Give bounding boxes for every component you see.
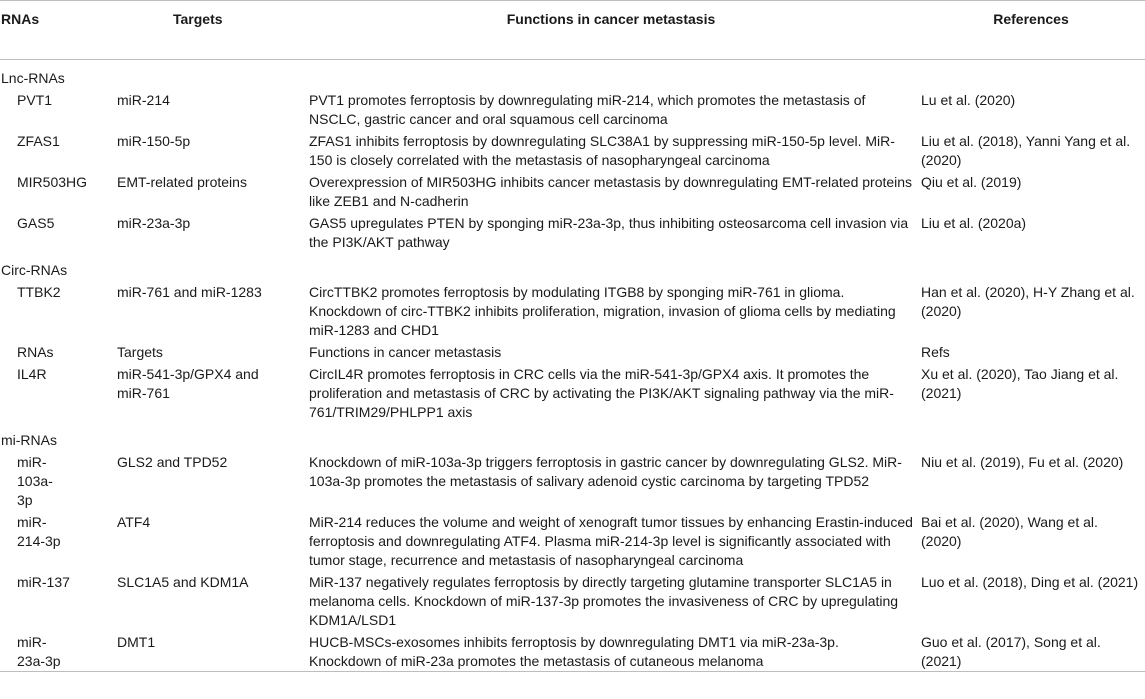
reference-cell: Luo et al. (2018), Ding et al. (2021) bbox=[921, 574, 1139, 590]
table-body bbox=[0, 60, 1145, 672]
group-label: Lnc-RNAs bbox=[1, 70, 65, 86]
target-cell: miR-214 bbox=[117, 92, 170, 108]
table-row bbox=[0, 362, 1145, 422]
reference-cell: Liu et al. (2018), Yanni Yang et al. (2020) bbox=[921, 133, 1131, 168]
reference-cell: Bai et al. (2020), Wang et al. (2020) bbox=[921, 514, 1098, 549]
target-cell: EMT-related proteins bbox=[117, 174, 247, 190]
rna-cell: PVT1 bbox=[17, 92, 53, 108]
group-row bbox=[0, 252, 1145, 280]
function-cell: Overexpression of MIR503HG inhibits cancer metastasis by downregulating EMT-related proteins like ZEB1 and N-cadherin bbox=[309, 174, 913, 209]
function-cell: ZFAS1 inhibits ferroptosis by downregulating SLC38A1 by suppressing miR-150-5p level. MiR-150 is closely correlated with the metastasis of nasopharyngeal carcinoma bbox=[309, 133, 895, 168]
rna-name: miR-23a-3p bbox=[17, 634, 61, 669]
reference-cell: Guo et al. (2017), Song et al. (2021) bbox=[921, 634, 1101, 669]
table-row bbox=[0, 340, 1145, 362]
target-cell: ATF4 bbox=[117, 514, 151, 530]
reference-cell: Liu et al. (2020a) bbox=[921, 215, 1027, 231]
function-cell: CircIL4R promotes ferroptosis in CRC cells via the miR-541-3p/GPX4 axis. It promotes the proliferation and metastasis of CRC by activating the PI3K/AKT signaling pathway via the miR-761/TRIM29/PHLPP1 axis bbox=[309, 366, 894, 420]
group-row bbox=[0, 422, 1145, 450]
table-row bbox=[0, 170, 1145, 211]
target-cell bbox=[113, 362, 305, 422]
table-row bbox=[0, 211, 1145, 252]
target-cell: SLC1A5 and KDM1A bbox=[117, 574, 249, 590]
header-targets: Targets bbox=[173, 11, 223, 27]
reference-cell: Refs bbox=[921, 344, 950, 360]
group-label: mi-RNAs bbox=[1, 432, 57, 448]
header-rnas: RNAs bbox=[1, 11, 40, 27]
rna-name: miR-214-3p bbox=[17, 514, 61, 549]
group-row bbox=[0, 60, 1145, 89]
table-row bbox=[0, 280, 1145, 340]
rna-cell: TTBK2 bbox=[17, 284, 61, 300]
rna-cell: RNAs bbox=[17, 344, 54, 360]
function-cell: MiR-214 reduces the volume and weight of xenograft tumor tissues by enhancing Erastin-induced ferroptosis and downregulating ATF4. Plasma miR-214-3p level is significantly associated with tumor stage, recurrence and metastasis of nasopharyngeal carcinoma bbox=[309, 514, 913, 568]
target-cell: miR-761 and miR-1283 bbox=[117, 284, 262, 300]
function-cell: Knockdown of miR-103a-3p triggers ferroptosis in gastric cancer by downregulating GLS2. MiR-103a-3p promotes the metastasis of salivary adenoid cystic carcinoma by targeting TPD52 bbox=[309, 454, 902, 489]
table-row bbox=[0, 129, 1145, 170]
table-row bbox=[0, 88, 1145, 129]
rna-name: miR-103a-3p bbox=[17, 454, 53, 508]
function-cell: Functions in cancer metastasis bbox=[309, 344, 502, 360]
rna-cell: ZFAS1 bbox=[17, 133, 60, 149]
function-cell: CircTTBK2 promotes ferroptosis by modulating ITGB8 by sponging miR-761 in glioma. Knockdown of circ-TTBK2 inhibits proliferation, migration, invasion of glioma cells by mediating miR-1283 and CHD1 bbox=[309, 284, 896, 338]
reference-cell: Xu et al. (2020), Tao Jiang et al. (2021) bbox=[921, 366, 1119, 401]
function-cell: PVT1 promotes ferroptosis by downregulating miR-214, which promotes the metastasis of NSCLC, gastric cancer and oral squamous cell carcinoma bbox=[309, 92, 866, 127]
rna-cell bbox=[0, 510, 113, 570]
header-row bbox=[0, 1, 1145, 60]
rna-cell: miR-137 bbox=[17, 574, 70, 590]
table-row bbox=[0, 570, 1145, 630]
reference-cell: Qiu et al. (2019) bbox=[921, 174, 1022, 190]
group-label: Circ-RNAs bbox=[1, 262, 68, 278]
rna-cell: IL4R bbox=[17, 366, 47, 382]
rna-cell bbox=[0, 450, 113, 510]
header-functions bbox=[305, 1, 917, 60]
target-cell: miR-23a-3p bbox=[117, 215, 191, 231]
target-cell: DMT1 bbox=[117, 634, 156, 650]
reference-cell: Lu et al. (2020) bbox=[921, 92, 1016, 108]
target-cell: GLS2 and TPD52 bbox=[117, 454, 228, 470]
table-row bbox=[0, 510, 1145, 570]
reference-cell: Han et al. (2020), H-Y Zhang et al. (2020) bbox=[921, 284, 1135, 319]
header-references: References bbox=[993, 11, 1069, 27]
rna-cell bbox=[0, 630, 113, 672]
table-row bbox=[0, 450, 1145, 510]
function-cell: MiR-137 negatively regulates ferroptosis by directly targeting glutamine transporter SLC1A5 in melanoma cells. Knockdown of miR-137-3p promotes the invasiveness of CRC by upregulating KDM1A/LSD1 bbox=[309, 574, 899, 628]
rna-cell: MIR503HG bbox=[17, 174, 88, 190]
function-cell: HUCB-MSCs-exosomes inhibits ferroptosis by downregulating DMT1 via miR-23a-3p. Knockdown of miR-23a promotes the metastasis of cutaneous melanoma bbox=[309, 634, 839, 669]
reference-cell: Niu et al. (2019), Fu et al. (2020) bbox=[921, 454, 1124, 470]
table-row bbox=[0, 630, 1145, 672]
header-functions-text: Functions in cancer metastasis bbox=[506, 11, 716, 27]
target-cell: Targets bbox=[117, 344, 163, 360]
function-cell: GAS5 upregulates PTEN by sponging miR-23a-3p, thus inhibiting osteosarcoma cell invasion via the PI3K/AKT pathway bbox=[309, 215, 909, 250]
target-name: miR-541-3p/GPX4 and miR-761 bbox=[117, 366, 259, 401]
rna-cell: GAS5 bbox=[17, 215, 55, 231]
target-cell: miR-150-5p bbox=[117, 133, 191, 149]
